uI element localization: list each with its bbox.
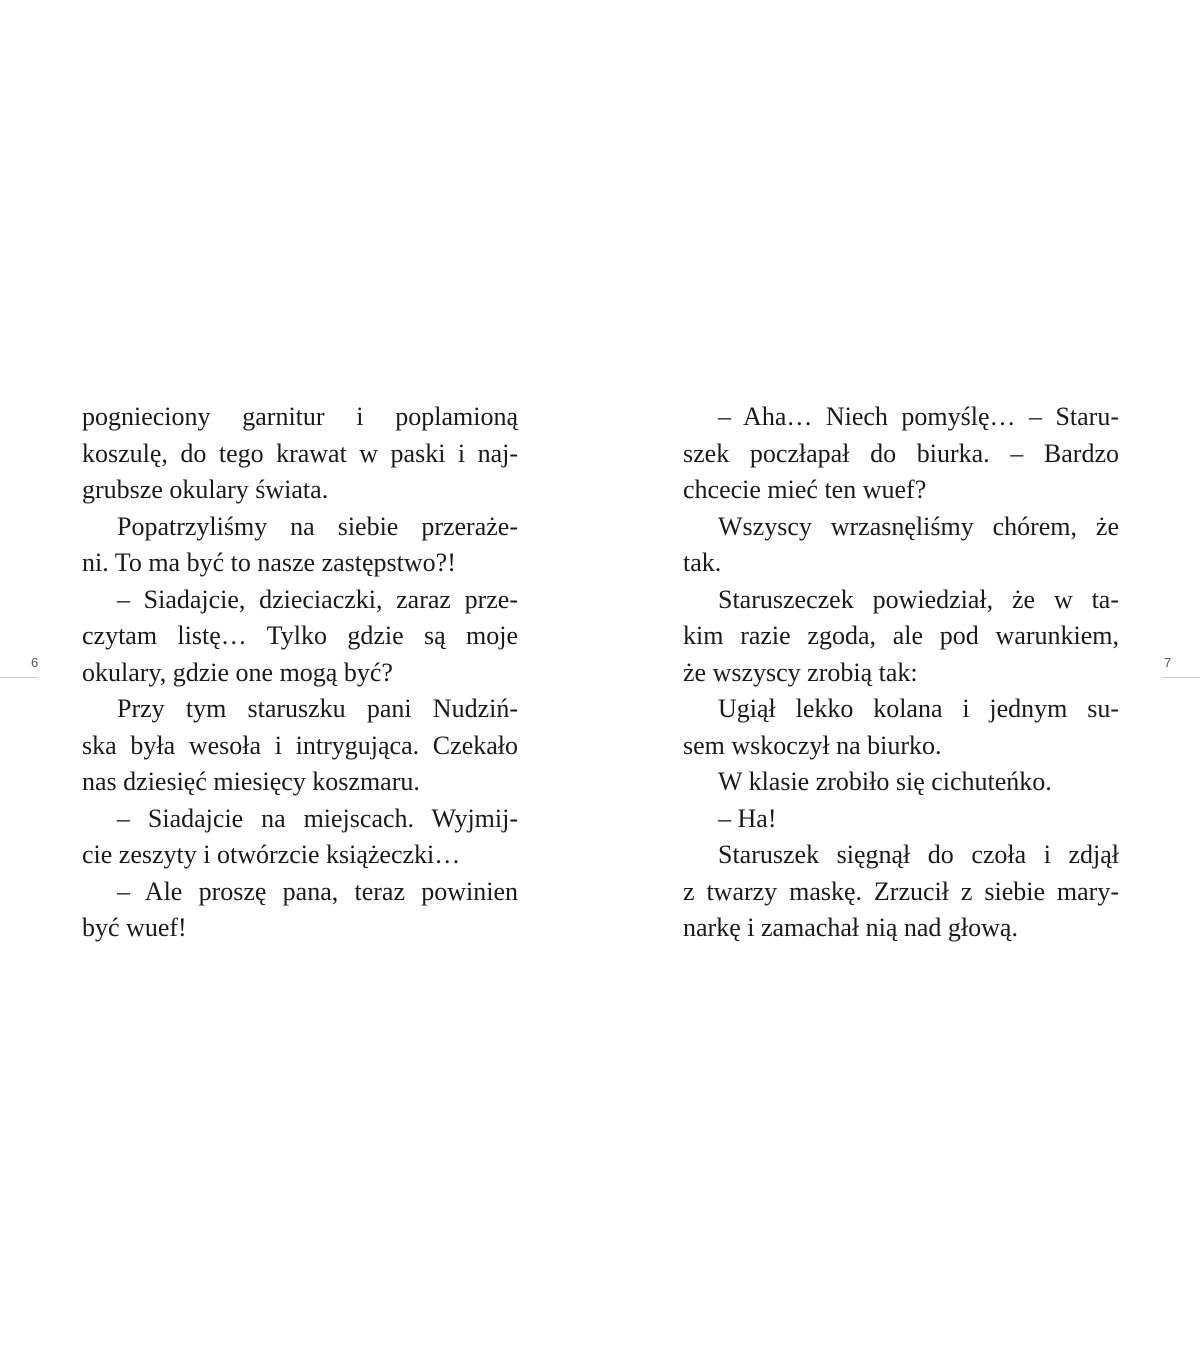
text-line: Wszyscy wrzasnęliśmy chórem, że (718, 511, 1119, 541)
text-line: sem wskoczył na biurko. (683, 730, 942, 760)
text-line: chcecie mieć ten wuef? (683, 475, 927, 504)
text-line: czytam listę… Tylko gdzie są moje (82, 621, 518, 650)
text-line: z twarzy maskę. Zrzucił z siebie mary- (683, 876, 1119, 906)
text-line: cie zeszyty i otwórzcie książeczki… (82, 840, 461, 869)
text-line: koszulę, do tego krawat w paski i naj- (82, 438, 518, 468)
text-line: tak. (683, 548, 722, 577)
text-line: pognieciony garnitur i poplamioną (82, 402, 518, 431)
text-line: ska była wesoła i intrygująca. Czekało (82, 730, 518, 760)
text-line: okulary, gdzie one mogą być? (82, 657, 393, 687)
text-line: Przy tym staruszku pani Nudziń- (117, 694, 518, 723)
text-line: Popatrzyliśmy na siebie przeraże- (117, 511, 518, 541)
folio-rule (1162, 677, 1200, 678)
text-line: Staruszek sięgnął do czoła i zdjął (718, 840, 1119, 869)
text-line: że wszyscy zrobią tak: (683, 657, 918, 687)
text-line: grubsze okulary świata. (82, 475, 329, 504)
text-line: ni. To ma być to nasze zastępstwo?! (82, 548, 456, 577)
right-page-text (683, 399, 1119, 947)
text-line: Ugiął lekko kolana i jednym su- (718, 694, 1119, 723)
text-line: być wuef! (82, 913, 187, 942)
text-line: szek poczłapał do biurka. – Bardzo (683, 438, 1119, 468)
text-line: W klasie zrobiło się cichuteńko. (718, 767, 1052, 796)
text-line: – Ha! (718, 803, 777, 833)
text-line: kim razie zgoda, ale pod warunkiem, (683, 621, 1119, 650)
right-page (600, 0, 1200, 1372)
text-line: narkę i zamachał nią nad głową. (683, 913, 1018, 942)
folio-rule (0, 677, 38, 678)
text-line: – Siadajcie na miejscach. Wyjmij- (117, 803, 518, 833)
text-line: – Siadajcie, dzieciaczki, zaraz prze- (117, 584, 518, 614)
page-number: 6 (31, 655, 39, 670)
page-number: 7 (1164, 655, 1172, 670)
text-line: – Ale proszę pana, teraz powinien (117, 876, 518, 906)
text-line: nas dziesięć miesięcy koszmaru. (82, 767, 420, 796)
text-line: – Aha… Niech pomyślę… – Staru- (718, 402, 1119, 431)
left-page-text (82, 399, 518, 947)
text-line: Staruszeczek powiedział, że w ta- (718, 584, 1119, 614)
